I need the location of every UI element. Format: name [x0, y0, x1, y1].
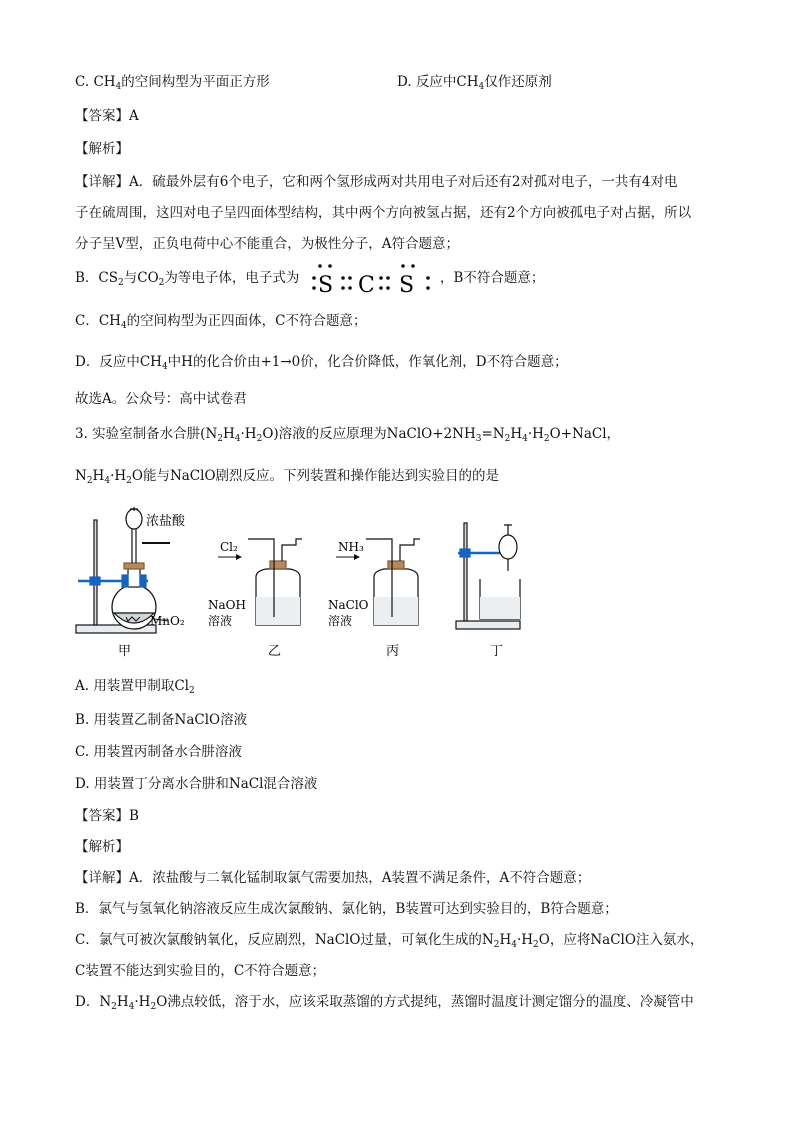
q3-option-a: A. 用装置甲制取$Cl_2$: [75, 678, 195, 696]
bing-solution-line2: 溶液: [328, 614, 353, 628]
jia-reagent-label: 浓盐酸: [146, 514, 186, 529]
jia-solid-label: MnO₂: [150, 614, 185, 628]
yi-solution-line1: NaOH: [208, 598, 246, 612]
detail-q3-d: D．$N_2H_4\cdot H_2O$沸点较低，溶于水，应该采取蒸馏的方式提纯，蒸馏时温度计测定馏分的温度、冷凝管中: [75, 994, 694, 1012]
answer-q2: 【答案】A: [75, 108, 139, 124]
option-d-prev: D. 反应中$CH_4$仅作还原剂: [397, 74, 552, 92]
lewis-structure-cs2: [310, 262, 438, 296]
analysis-heading-q2: 【解析】: [75, 141, 129, 157]
apparatus-bing: [366, 539, 420, 625]
apparatus-ding: [456, 523, 520, 629]
lewis-sulfur-left: S: [318, 273, 334, 296]
detail-q3-a: 【详解】A．浓盐酸与二氧化锰制取氯气需要加热，A装置不满足条件，A不符合题意；: [75, 870, 591, 886]
detail-q2-b-end: ，B不符合题意；: [440, 270, 545, 286]
q3-option-c: C. 用装置丙制备水合肼溶液: [75, 744, 242, 760]
detail-q2-line3: 分子呈V型，正负电荷中心不能重合，为极性分子，A符合题意；: [75, 236, 459, 252]
detail-q3-c-line2: C装置不能达到实验目的，C不符合题意；: [75, 963, 326, 979]
option-c-prev: C. $CH_4$的空间构型为平面正方形: [75, 74, 270, 92]
detail-q2-line2: 子在硫周围，这四对电子呈四面体型结构，其中两个方向被氢占据，还有2个方向被孤电子对占据，所以: [75, 205, 692, 221]
label-jia: 甲: [118, 644, 132, 659]
apparatus-yi: [248, 539, 302, 625]
answer-q3: 【答案】B: [75, 808, 139, 824]
detail-q2-b: B．$CS_2$与$CO_2$为等电子体，电子式为: [75, 270, 300, 288]
q3-option-b: B. 用装置乙制备NaClO溶液: [75, 712, 248, 728]
bing-solution-line1: NaClO: [328, 598, 369, 612]
label-yi: 乙: [268, 644, 282, 659]
analysis-heading-q3: 【解析】: [75, 839, 129, 855]
detail-q2-c: C．$CH_4$的空间构型为正四面体，C不符合题意；: [75, 313, 367, 331]
detail-q2-line1: 【详解】A．硫最外层有6个电子，它和两个氢形成两对共用电子对后还有2对孤对电子，一共有4对电: [75, 174, 678, 190]
detail-q3-b: B．氯气与氢氧化钠溶液反应生成次氯酸钠、氯化钠，B装置可达到实验目的，B符合题意；: [75, 901, 618, 917]
label-ding: 丁: [490, 644, 504, 659]
q3-stem-line2: $N_2H_4\cdot H_2O$能与NaClO剧烈反应。下列装置和操作能达到实验目的的是: [75, 468, 500, 486]
apparatus-figure: [70, 505, 530, 665]
yi-solution-line2: 溶液: [208, 614, 233, 628]
yi-gas-label: Cl₂: [220, 540, 238, 554]
q3-stem-line1: 3. 实验室制备水合肼$(N_2H_4\cdot H_2O)$溶液的反应原理为$NaClO+2NH_3=N_2H_4\cdot H_2O+NaCl$，: [75, 426, 621, 444]
detail-q2-d: D．反应中$CH_4$中H的化合价由+1→0价，化合价降低，作氧化剂，D不符合题意；: [75, 354, 568, 372]
q3-option-d: D. 用装置丁分离水合肼和NaCl混合溶液: [75, 776, 318, 792]
label-bing: 丙: [386, 644, 400, 659]
bing-gas-label: NH₃: [338, 540, 364, 554]
lewis-sulfur-right: S: [399, 273, 415, 296]
detail-q3-c-line1: C．氯气可被次氯酸钠氧化，反应剧烈，NaClO过量，可氧化生成的$N_2H_4\cdot H_2O$，应将NaClO注入氨水，: [75, 932, 704, 950]
lewis-carbon: C: [358, 273, 375, 296]
conclusion-q2: 故选A。公众号：高中试卷君: [75, 391, 247, 407]
